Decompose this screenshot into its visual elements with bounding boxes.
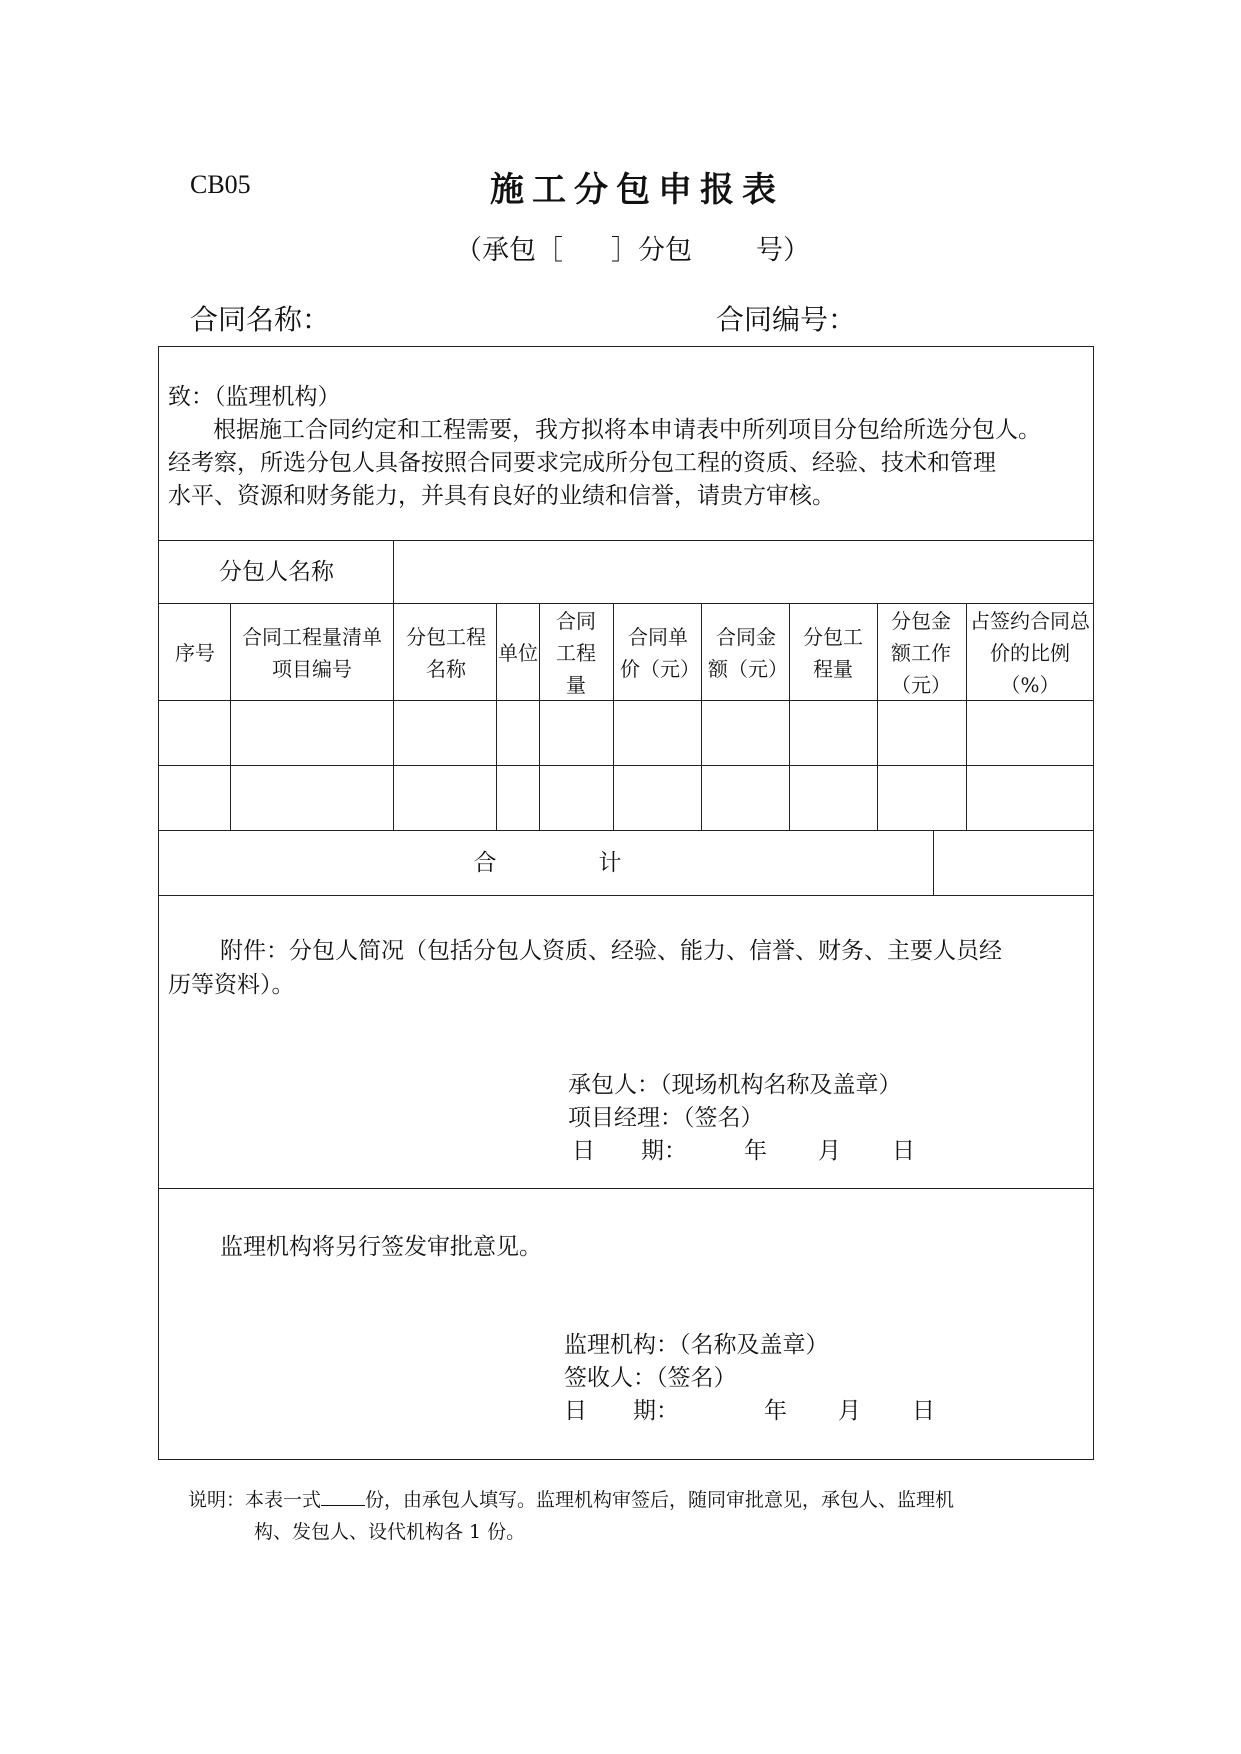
footer-note-prefix: 说明：本表一式 (188, 1489, 322, 1511)
divider (613, 603, 614, 830)
column-header: 合同金额（元） (708, 624, 788, 681)
divider (933, 830, 934, 895)
footer-note-line2: 构、发包人、设代机构各 1 份。 (254, 1521, 526, 1543)
application-paragraph-line: 水平、资源和财务能力，并具有良好的业绩和信誉，请贵方审核。 (168, 483, 835, 509)
column-header: 分包工程名称 (406, 624, 486, 681)
column-header: 分包金额工作（元） (891, 608, 951, 697)
supervisor-opinion: 监理机构将另行签发审批意见。 (220, 1234, 542, 1260)
divider (158, 1188, 1094, 1189)
subtitle-suffix: 号） (756, 235, 810, 266)
divider (789, 603, 790, 830)
divider (966, 603, 967, 830)
date-label: 日 期： (572, 1138, 687, 1164)
project-manager-signature-label: 项目经理：（签名） (568, 1105, 764, 1131)
supervisor-agency-label: 监理机构：（名称及盖章） (564, 1332, 829, 1358)
divider (539, 603, 540, 830)
subcontractor-name-label: 分包人名称 (219, 559, 334, 585)
divider (158, 830, 1094, 831)
footer-note (188, 1484, 954, 1516)
attachment-line: 附件：分包人简况（包括分包人资质、经验、能力、信誉、财务、主要人员经 (220, 938, 1002, 964)
divider (393, 540, 394, 603)
copies-blank (321, 1487, 365, 1506)
receiver-signature-label: 签收人：（签名） (564, 1365, 737, 1391)
contract-no-label: 合同编号： (716, 303, 857, 336)
column-header: 单位 (498, 640, 538, 665)
application-paragraph-line: 经考察，所选分包人具备按照合同要求完成所分包工程的资质、经验、技术和管理 (168, 450, 996, 476)
subtitle-prefix: （承包［ (455, 235, 563, 266)
year-label: 年 (744, 1138, 767, 1164)
year-label: 年 (764, 1398, 787, 1424)
contractor-signature-label: 承包人：（现场机构名称及盖章） (568, 1072, 902, 1098)
day-label: 日 (912, 1398, 935, 1424)
form-frame (158, 346, 1094, 1460)
month-label: 月 (818, 1138, 841, 1164)
day-label: 日 (892, 1138, 915, 1164)
form-title: 施工分包申报表 (490, 170, 784, 210)
total-label: 合 (473, 850, 497, 876)
column-header: 分包工程量 (803, 624, 863, 681)
divider (158, 765, 1094, 766)
divider (701, 603, 702, 830)
date-label: 日 期： (564, 1398, 679, 1424)
month-label: 月 (838, 1398, 861, 1424)
application-paragraph-line: 根据施工合同约定和工程需要，我方拟将本申请表中所列项目分包给所选分包人。 (213, 417, 1041, 443)
column-header: 合同单价（元） (620, 624, 700, 681)
divider (158, 895, 1094, 896)
column-header: 合同工程量 (556, 608, 596, 697)
column-header: 合同工程量清单项目编号 (242, 624, 382, 681)
contract-name-label: 合同名称： (190, 303, 331, 336)
form-subtitle (455, 228, 810, 267)
divider (158, 540, 1094, 541)
subtitle-mid: ］分包 (611, 235, 692, 266)
divider (877, 603, 878, 830)
column-header: 序号 (175, 640, 215, 665)
attachment-line: 历等资料）。 (168, 972, 295, 998)
form-code: CB05 (190, 170, 251, 199)
column-header: 占签约合同总价的比例（%） (970, 608, 1090, 697)
footer-note-mid: 份，由承包人填写。监理机构审签后，随同审批意见，承包人、监理机 (365, 1489, 955, 1511)
addressee-line: 致：（监理机构） (168, 384, 341, 410)
total-label: 计 (598, 850, 622, 876)
divider (230, 603, 231, 830)
divider (393, 603, 394, 830)
